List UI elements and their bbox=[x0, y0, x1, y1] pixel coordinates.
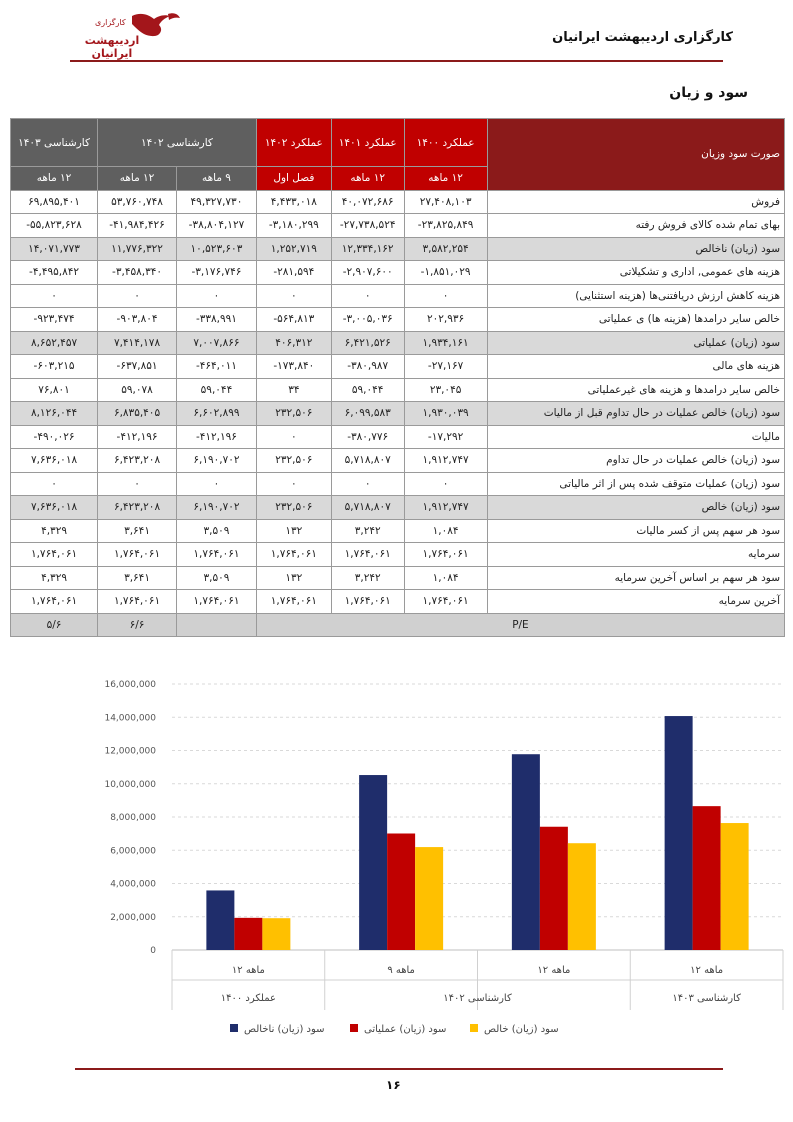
row-value: ۱,۷۶۴,۰۶۱ bbox=[256, 543, 331, 567]
row-label: خالص سایر درامدها و هزینه های غیرعملیاتی bbox=[487, 378, 784, 402]
row-value: ۱,۰۸۴ bbox=[404, 566, 487, 590]
row-value: ۷,۶۳۶,۰۱۸ bbox=[11, 449, 98, 473]
row-value: ۱۳۲ bbox=[256, 566, 331, 590]
row-value: ۰ bbox=[404, 472, 487, 496]
row-value: ۶۹,۸۹۵,۴۰۱ bbox=[11, 190, 98, 214]
row-value: -۲۳,۸۲۵,۸۴۹ bbox=[404, 214, 487, 238]
header-forecast-1402: کارشناسی ۱۴۰۲ bbox=[98, 119, 257, 167]
table-row bbox=[11, 237, 785, 261]
row-value: -۴۱۲,۱۹۶ bbox=[98, 425, 177, 449]
row-value: ۱,۲۵۲,۷۱۹ bbox=[256, 237, 331, 261]
logo-subtitle: کارگزاری bbox=[95, 18, 126, 27]
profit-bar-chart bbox=[0, 660, 793, 1060]
x-category-label: ۹ ماهه bbox=[387, 965, 415, 976]
row-label: هزینه های عمومی, اداری و تشکیلاتی bbox=[487, 261, 784, 285]
subheader-1400: ۱۲ ماهه bbox=[404, 167, 487, 191]
pe-row bbox=[11, 613, 785, 637]
row-value: ۱,۷۶۴,۰۶۱ bbox=[331, 543, 404, 567]
row-value: ۲۰۲,۹۳۶ bbox=[404, 308, 487, 332]
row-label: هزینه های مالی bbox=[487, 355, 784, 379]
x-group-label: کارشناسی ۱۴۰۳ bbox=[672, 993, 741, 1004]
row-value: ۶,۱۹۰,۷۰۲ bbox=[176, 496, 256, 520]
x-category-label: ۱۲ ماهه bbox=[537, 965, 571, 976]
row-value: ۲۳۲,۵۰۶ bbox=[256, 402, 331, 426]
row-value: ۴۹,۳۲۷,۷۳۰ bbox=[176, 190, 256, 214]
row-value: ۳,۵۰۹ bbox=[176, 566, 256, 590]
row-value: ۰ bbox=[11, 472, 98, 496]
row-value: ۱۴,۰۷۱,۷۷۳ bbox=[11, 237, 98, 261]
row-value: -۴,۴۹۵,۸۴۲ bbox=[11, 261, 98, 285]
row-value: -۱,۸۵۱,۰۲۹ bbox=[404, 261, 487, 285]
row-value: ۱,۹۳۰,۰۳۹ bbox=[404, 402, 487, 426]
row-value: ۲۳۲,۵۰۶ bbox=[256, 449, 331, 473]
table-row bbox=[11, 590, 785, 614]
row-value: ۱,۷۶۴,۰۶۱ bbox=[176, 543, 256, 567]
row-value: -۳,۴۵۸,۳۴۰ bbox=[98, 261, 177, 285]
row-value: ۶,۴۲۳,۲۰۸ bbox=[98, 496, 177, 520]
row-value: ۳,۲۴۲ bbox=[331, 519, 404, 543]
page-header bbox=[0, 0, 793, 80]
row-value: ۰ bbox=[404, 284, 487, 308]
bar-0 bbox=[665, 716, 693, 950]
x-category-label: ۱۲ ماهه bbox=[231, 965, 265, 976]
row-label: سود (زیان) عملیاتی bbox=[487, 331, 784, 355]
row-label: سود (زیان) خالص عملیات در حال تداوم bbox=[487, 449, 784, 473]
y-tick-label: 0 bbox=[150, 946, 156, 956]
row-label: فروش bbox=[487, 190, 784, 214]
header-1400: عملکرد ۱۴۰۰ bbox=[404, 119, 487, 167]
row-value: ۳۴ bbox=[256, 378, 331, 402]
row-value: ۱۲,۳۳۴,۱۶۲ bbox=[331, 237, 404, 261]
row-value: -۳,۱۷۶,۷۴۶ bbox=[176, 261, 256, 285]
row-value: ۷۶,۸۰۱ bbox=[11, 378, 98, 402]
row-value: ۱,۷۶۴,۰۶۱ bbox=[256, 590, 331, 614]
row-value: ۰ bbox=[98, 472, 177, 496]
row-value: ۵۹,۰۴۴ bbox=[176, 378, 256, 402]
bar-0 bbox=[359, 775, 387, 950]
subheader-1403-12m: ۱۲ ماهه bbox=[11, 167, 98, 191]
row-value: ۲۳,۰۴۵ bbox=[404, 378, 487, 402]
row-value: -۳۸,۸۰۴,۱۲۷ bbox=[176, 214, 256, 238]
pe-empty-9m bbox=[176, 613, 256, 637]
row-value: ۸,۱۲۶,۰۴۴ bbox=[11, 402, 98, 426]
row-value: ۱۳۲ bbox=[256, 519, 331, 543]
income-statement-table bbox=[10, 118, 785, 637]
row-value: -۵۵,۸۲۳,۶۲۸ bbox=[11, 214, 98, 238]
table-row bbox=[11, 261, 785, 285]
row-label: سود (زیان) خالص bbox=[487, 496, 784, 520]
row-value: ۱,۹۱۲,۷۴۷ bbox=[404, 449, 487, 473]
table-row bbox=[11, 402, 785, 426]
logo-title: اردیبهشت ایرانیان bbox=[84, 34, 140, 60]
row-value: ۱,۷۶۴,۰۶۱ bbox=[98, 590, 177, 614]
y-tick-label: 16,000,000 bbox=[104, 680, 156, 690]
row-value: ۱,۷۶۴,۰۶۱ bbox=[176, 590, 256, 614]
row-value: ۱۱,۷۷۶,۳۲۲ bbox=[98, 237, 177, 261]
row-value: ۵,۷۱۸,۸۰۷ bbox=[331, 496, 404, 520]
row-value: -۴۹۰,۰۲۶ bbox=[11, 425, 98, 449]
subheader-1402-9m: ۹ ماهه bbox=[176, 167, 256, 191]
row-value: ۵۹,۰۴۴ bbox=[331, 378, 404, 402]
row-value: ۴,۳۲۹ bbox=[11, 566, 98, 590]
row-value: ۲۳۲,۵۰۶ bbox=[256, 496, 331, 520]
bar-1 bbox=[234, 918, 262, 950]
row-value: ۳,۵۸۲,۲۵۴ bbox=[404, 237, 487, 261]
legend-swatch bbox=[230, 1024, 238, 1032]
table-body bbox=[11, 190, 785, 637]
row-value: ۱,۷۶۴,۰۶۱ bbox=[404, 543, 487, 567]
subheader-1401: ۱۲ ماهه bbox=[331, 167, 404, 191]
row-value: ۰ bbox=[176, 284, 256, 308]
row-label: بهای تمام شده کالای فروش رفته bbox=[487, 214, 784, 238]
row-value: ۴,۴۳۳,۰۱۸ bbox=[256, 190, 331, 214]
row-label: آخرین سرمایه bbox=[487, 590, 784, 614]
table-row bbox=[11, 496, 785, 520]
row-label: هزینه کاهش ارزش دریافتنی‌ها (هزینه استثنایی) bbox=[487, 284, 784, 308]
row-value: ۴۰,۰۷۲,۶۸۶ bbox=[331, 190, 404, 214]
x-group-label: کارشناسی ۱۴۰۲ bbox=[443, 993, 512, 1004]
row-value: ۰ bbox=[256, 472, 331, 496]
row-value: ۸,۶۵۲,۴۵۷ bbox=[11, 331, 98, 355]
table-row bbox=[11, 190, 785, 214]
row-value: ۳,۶۴۱ bbox=[98, 566, 177, 590]
page-number: ۱۶ bbox=[386, 1078, 401, 1092]
table-row bbox=[11, 425, 785, 449]
row-value: ۰ bbox=[11, 284, 98, 308]
row-value: ۶,۰۹۹,۵۸۳ bbox=[331, 402, 404, 426]
row-value: ۰ bbox=[256, 284, 331, 308]
row-value: ۱,۷۶۴,۰۶۱ bbox=[404, 590, 487, 614]
row-value: -۲۷,۷۳۸,۵۲۴ bbox=[331, 214, 404, 238]
y-tick-label: 10,000,000 bbox=[104, 779, 156, 790]
bar-2 bbox=[721, 823, 749, 950]
table-row bbox=[11, 449, 785, 473]
row-label: سود هر سهم بر اساس آخرین سرمایه bbox=[487, 566, 784, 590]
row-value: -۴۶۴,۰۱۱ bbox=[176, 355, 256, 379]
row-value: ۱۰,۵۲۳,۶۰۳ bbox=[176, 237, 256, 261]
row-value: -۳,۱۸۰,۲۹۹ bbox=[256, 214, 331, 238]
row-value: -۴۱۲,۱۹۶ bbox=[176, 425, 256, 449]
table-row bbox=[11, 331, 785, 355]
x-group-label: عملکرد ۱۴۰۰ bbox=[220, 993, 276, 1004]
row-value: ۴۰۶,۳۱۲ bbox=[256, 331, 331, 355]
table-row bbox=[11, 214, 785, 238]
row-label: سود (زیان) خالص عملیات در حال تداوم قبل از مالیات bbox=[487, 402, 784, 426]
row-value: -۶۰۳,۲۱۵ bbox=[11, 355, 98, 379]
row-value: ۱,۰۸۴ bbox=[404, 519, 487, 543]
row-value: ۷,۴۱۴,۱۷۸ bbox=[98, 331, 177, 355]
row-value: -۵۶۴,۸۱۳ bbox=[256, 308, 331, 332]
row-value: ۱,۷۶۴,۰۶۱ bbox=[11, 590, 98, 614]
table-row bbox=[11, 308, 785, 332]
row-value: -۹۲۳,۴۷۴ bbox=[11, 308, 98, 332]
label-column-header: صورت سود وزیان bbox=[487, 119, 784, 191]
row-value: ۶,۱۹۰,۷۰۲ bbox=[176, 449, 256, 473]
header-1401: عملکرد ۱۴۰۱ bbox=[331, 119, 404, 167]
row-value: -۱۷,۲۹۲ bbox=[404, 425, 487, 449]
row-value: ۳,۶۴۱ bbox=[98, 519, 177, 543]
legend-label: سود (زیان) خالص bbox=[484, 1024, 559, 1035]
row-value: -۴۱,۹۸۴,۴۲۶ bbox=[98, 214, 177, 238]
table-row bbox=[11, 543, 785, 567]
legend-swatch bbox=[350, 1024, 358, 1032]
bar-0 bbox=[512, 754, 540, 950]
row-value: -۳,۰۰۵,۰۳۶ bbox=[331, 308, 404, 332]
bar-1 bbox=[540, 827, 568, 950]
table-row bbox=[11, 284, 785, 308]
bar-1 bbox=[387, 833, 415, 950]
row-label: سود (زیان) عملیات متوقف شده پس از اثر مالیاتی bbox=[487, 472, 784, 496]
row-value: ۵۹,۰۷۸ bbox=[98, 378, 177, 402]
row-value: ۶,۴۲۳,۲۰۸ bbox=[98, 449, 177, 473]
row-value: ۶,۶۰۲,۸۹۹ bbox=[176, 402, 256, 426]
row-label: سود (زیان) ناخالص bbox=[487, 237, 784, 261]
row-value: ۴,۳۲۹ bbox=[11, 519, 98, 543]
row-value: ۰ bbox=[176, 472, 256, 496]
row-value: ۰ bbox=[331, 284, 404, 308]
y-tick-label: 12,000,000 bbox=[104, 746, 156, 757]
header-1402-actual: عملکرد ۱۴۰۲ bbox=[256, 119, 331, 167]
table-row bbox=[11, 378, 785, 402]
table-row bbox=[11, 519, 785, 543]
row-value: ۱,۷۶۴,۰۶۱ bbox=[331, 590, 404, 614]
row-value: ۱,۹۱۲,۷۴۷ bbox=[404, 496, 487, 520]
row-value: -۲۸۱,۵۹۴ bbox=[256, 261, 331, 285]
table-row bbox=[11, 472, 785, 496]
row-value: -۱۷۳,۸۴۰ bbox=[256, 355, 331, 379]
legend-label: سود (زیان) عملیاتی bbox=[364, 1024, 447, 1035]
bar-2 bbox=[262, 918, 290, 950]
row-value: -۶۳۷,۸۵۱ bbox=[98, 355, 177, 379]
row-label: مالیات bbox=[487, 425, 784, 449]
header-divider bbox=[70, 60, 723, 62]
row-value: ۰ bbox=[331, 472, 404, 496]
row-value: ۳,۵۰۹ bbox=[176, 519, 256, 543]
legend-swatch bbox=[470, 1024, 478, 1032]
row-value: -۳۳۸,۹۹۱ bbox=[176, 308, 256, 332]
footer-divider bbox=[75, 1068, 723, 1070]
company-name: کارگزاری اردیبهشت ایرانیان bbox=[552, 30, 733, 45]
row-value: ۵۳,۷۶۰,۷۴۸ bbox=[98, 190, 177, 214]
row-value: -۹۰۳,۸۰۴ bbox=[98, 308, 177, 332]
row-value: ۰ bbox=[98, 284, 177, 308]
row-label: سود هر سهم پس از کسر مالیات bbox=[487, 519, 784, 543]
y-tick-label: 2,000,000 bbox=[110, 912, 156, 923]
y-tick-label: 6,000,000 bbox=[110, 846, 156, 857]
row-value: ۰ bbox=[256, 425, 331, 449]
subheader-1402-12m: ۱۲ ماهه bbox=[98, 167, 177, 191]
y-tick-label: 4,000,000 bbox=[110, 879, 156, 890]
row-value: -۳۸۰,۷۷۶ bbox=[331, 425, 404, 449]
pe-value-1402: ۶/۶ bbox=[98, 613, 177, 637]
bar-1 bbox=[693, 806, 721, 950]
row-value: ۱,۷۶۴,۰۶۱ bbox=[11, 543, 98, 567]
row-label: خالص سایر درامدها (هزینه ها) ی عملیاتی bbox=[487, 308, 784, 332]
row-value: ۷,۰۰۷,۸۶۶ bbox=[176, 331, 256, 355]
row-value: ۱,۹۳۴,۱۶۱ bbox=[404, 331, 487, 355]
subheader-1402-q1: فصل اول bbox=[256, 167, 331, 191]
bar-2 bbox=[415, 847, 443, 950]
bar-2 bbox=[568, 843, 596, 950]
table-row bbox=[11, 355, 785, 379]
section-title: سود و زیان bbox=[669, 85, 748, 101]
row-value: ۲۷,۴۰۸,۱۰۳ bbox=[404, 190, 487, 214]
row-value: ۵,۷۱۸,۸۰۷ bbox=[331, 449, 404, 473]
y-tick-label: 14,000,000 bbox=[104, 713, 156, 724]
y-tick-label: 8,000,000 bbox=[110, 813, 156, 823]
row-value: ۶,۸۳۵,۴۰۵ bbox=[98, 402, 177, 426]
row-value: -۲۷,۱۶۷ bbox=[404, 355, 487, 379]
row-value: -۲,۹۰۷,۶۰۰ bbox=[331, 261, 404, 285]
row-value: ۷,۶۳۶,۰۱۸ bbox=[11, 496, 98, 520]
bar-0 bbox=[206, 890, 234, 950]
row-value: -۳۸۰,۹۸۷ bbox=[331, 355, 404, 379]
table-row bbox=[11, 566, 785, 590]
row-value: ۱,۷۶۴,۰۶۱ bbox=[98, 543, 177, 567]
row-value: ۳,۲۴۲ bbox=[331, 566, 404, 590]
header-forecast-1403: کارشناسی ۱۴۰۳ bbox=[11, 119, 98, 167]
row-value: ۶,۴۲۱,۵۲۶ bbox=[331, 331, 404, 355]
x-category-label: ۱۲ ماهه bbox=[690, 965, 724, 976]
legend-label: سود (زیان) ناخالص bbox=[244, 1024, 325, 1035]
row-label: سرمایه bbox=[487, 543, 784, 567]
pe-value-1403: ۵/۶ bbox=[11, 613, 98, 637]
pe-label: P/E bbox=[256, 613, 784, 637]
